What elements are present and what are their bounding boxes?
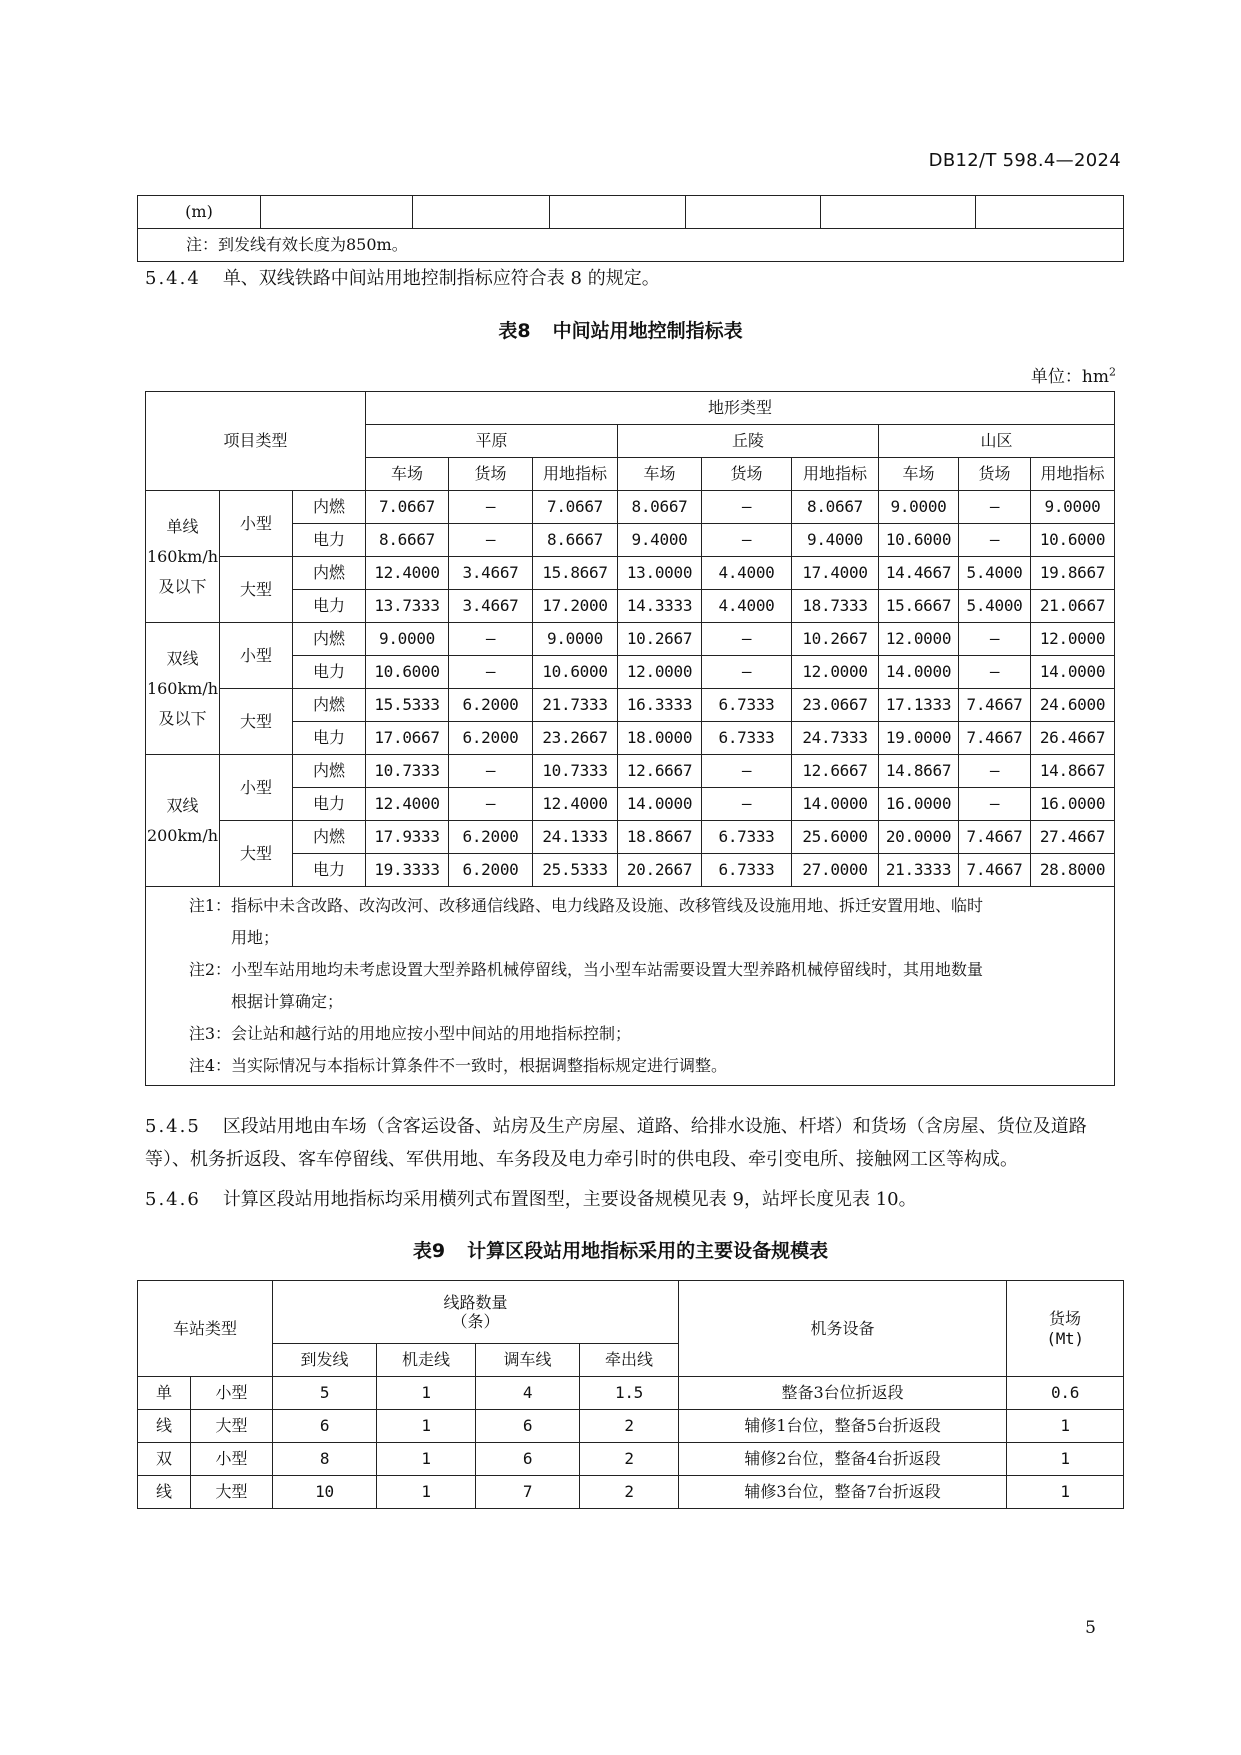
- value-cell: 14.0000: [792, 788, 879, 821]
- value-cell: —: [702, 755, 792, 788]
- value-cell: 17.9333: [366, 821, 449, 854]
- note-label: 注3：: [188, 1024, 231, 1043]
- value-cell: 24.7333: [792, 722, 879, 755]
- value-cell: 27.4667: [1031, 821, 1115, 854]
- value-cell: 14.3333: [618, 590, 702, 623]
- column-header: 用地指标: [792, 458, 879, 491]
- line-type-cell: 线: [138, 1476, 191, 1509]
- value-cell: 18.7333: [792, 590, 879, 623]
- value-cell: 10.6000: [366, 656, 449, 689]
- value-cell: 12.0000: [792, 656, 879, 689]
- value-cell: 19.0000: [879, 722, 959, 755]
- loco-cell: 整备3台位折返段: [679, 1377, 1007, 1410]
- traction-cell: 内燃: [293, 491, 366, 524]
- value-cell: 7.4667: [959, 722, 1031, 755]
- unit-label: 单位：$hm^2$: [1030, 365, 1116, 387]
- value-cell: 7.4667: [959, 821, 1031, 854]
- column-header: 车场: [618, 458, 702, 491]
- station-size-cell: 小型: [220, 623, 293, 689]
- value-cell: 7.4667: [959, 689, 1031, 722]
- value-cell: —: [449, 656, 533, 689]
- value-cell: 8.0667: [618, 491, 702, 524]
- value-cell: 14.4667: [879, 557, 959, 590]
- value-cell: 14.0000: [1031, 656, 1115, 689]
- traction-cell: 电力: [293, 854, 366, 887]
- table-number: 表9: [412, 1240, 446, 1262]
- clause-number: 5.4.5: [145, 1116, 201, 1137]
- line-type-cell: [146, 623, 220, 755]
- value-cell: 6.2000: [449, 821, 533, 854]
- value-cell: 4: [476, 1377, 580, 1410]
- note-label: [146, 986, 231, 1018]
- line-type-cell: 双: [138, 1443, 191, 1476]
- mountain-header: 山区: [879, 425, 1115, 458]
- value-cell: 1: [377, 1377, 476, 1410]
- traction-cell: 电力: [293, 722, 366, 755]
- value-cell: 12.6667: [618, 755, 702, 788]
- unit-cell: (m): [138, 196, 261, 229]
- value-cell: 16.0000: [1031, 788, 1115, 821]
- value-cell: 17.2000: [533, 590, 618, 623]
- value-cell: 23.2667: [533, 722, 618, 755]
- traction-cell: 电力: [293, 590, 366, 623]
- value-cell: 8.6667: [366, 524, 449, 557]
- value-cell: 9.0000: [879, 491, 959, 524]
- loco-cell: 辅修2台位，整备4台折返段: [679, 1443, 1007, 1476]
- value-cell: 8: [273, 1443, 377, 1476]
- note-line: [146, 954, 1106, 986]
- value-cell: —: [449, 755, 533, 788]
- table-caption: 计算区段站用地指标采用的主要设备规模表: [467, 1240, 829, 1262]
- value-cell: —: [959, 623, 1031, 656]
- value-cell: 27.0000: [792, 854, 879, 887]
- value-cell: 2: [580, 1443, 679, 1476]
- terrain-header: 地形类型: [366, 392, 1115, 425]
- value-cell: 6: [476, 1443, 580, 1476]
- traction-cell: 内燃: [293, 821, 366, 854]
- value-cell: 17.1333: [879, 689, 959, 722]
- value-cell: 1: [377, 1443, 476, 1476]
- table-row: [146, 557, 1115, 590]
- note-label: 注2：: [188, 960, 231, 979]
- traction-cell: 内燃: [293, 623, 366, 656]
- value-cell: 21.3333: [879, 854, 959, 887]
- previous-table-tail: [137, 195, 1124, 262]
- freight-cell: 1: [1007, 1443, 1124, 1476]
- note-text: 小型车站用地均未考虑设置大型养路机械停留线，当小型车站需要设置大型养路机械停留线时，其用地数量: [231, 960, 984, 979]
- value-cell: 20.0000: [879, 821, 959, 854]
- value-cell: 6: [273, 1410, 377, 1443]
- line-type-cell: 线: [138, 1410, 191, 1443]
- value-cell: 25.6000: [792, 821, 879, 854]
- line-type-text: 双线: [166, 795, 199, 815]
- value-cell: 17.4000: [792, 557, 879, 590]
- note-text: 根据计算确定；: [231, 992, 344, 1011]
- value-cell: 12.0000: [1031, 623, 1115, 656]
- value-cell: 24.1333: [533, 821, 618, 854]
- page-number: 5: [1085, 1618, 1096, 1638]
- value-cell: 12.4000: [366, 788, 449, 821]
- table-row: [146, 491, 1115, 524]
- line-type-text: 及以下: [158, 708, 207, 728]
- value-cell: 5.4000: [959, 590, 1031, 623]
- line-type-cell: [146, 755, 220, 887]
- value-cell: 21.0667: [1031, 590, 1115, 623]
- station-size-cell: 大型: [220, 689, 293, 755]
- value-cell: 6.7333: [702, 854, 792, 887]
- column-header: 车场: [366, 458, 449, 491]
- value-cell: 18.8667: [618, 821, 702, 854]
- value-cell: 28.8000: [1031, 854, 1115, 887]
- value-cell: 5: [273, 1377, 377, 1410]
- column-header: 机走线: [377, 1344, 476, 1377]
- note-line: [146, 890, 1106, 922]
- table-row: [138, 1377, 1124, 1410]
- value-cell: 6.2000: [449, 854, 533, 887]
- column-header: 调车线: [476, 1344, 580, 1377]
- clause-5-4-6: [145, 1183, 917, 1216]
- freight-header: 货场 (Mt): [1007, 1281, 1124, 1377]
- line-type-text: 双线: [166, 648, 199, 668]
- table-row: [146, 623, 1115, 656]
- line-type-text: 160km/h: [146, 546, 219, 566]
- value-cell: 6.7333: [702, 722, 792, 755]
- station-size-cell: 小型: [220, 491, 293, 557]
- document-code: DB12/T 598.4—2024: [928, 150, 1121, 171]
- value-cell: —: [449, 524, 533, 557]
- value-cell: 8.0667: [792, 491, 879, 524]
- value-cell: 15.8667: [533, 557, 618, 590]
- value-cell: 14.0000: [879, 656, 959, 689]
- line-type-text: 200km/h: [146, 825, 219, 845]
- value-cell: 9.4000: [792, 524, 879, 557]
- value-cell: 12.4000: [533, 788, 618, 821]
- traction-cell: 电力: [293, 524, 366, 557]
- value-cell: 17.0667: [366, 722, 449, 755]
- station-size-cell: 小型: [220, 755, 293, 821]
- table-row: [138, 1410, 1124, 1443]
- value-cell: 21.7333: [533, 689, 618, 722]
- value-cell: 1.5: [580, 1377, 679, 1410]
- value-cell: 16.3333: [618, 689, 702, 722]
- line-count-header: 线路数量 （条）: [273, 1281, 679, 1344]
- freight-cell: 1: [1007, 1476, 1124, 1509]
- value-cell: —: [702, 491, 792, 524]
- value-cell: 24.6000: [1031, 689, 1115, 722]
- value-cell: 7.0667: [366, 491, 449, 524]
- value-cell: 12.0000: [879, 623, 959, 656]
- value-cell: 13.7333: [366, 590, 449, 623]
- clause-text: 区段站用地由车场（含客运设备、站房及生产房屋、道路、给排水设施、杆塔）和货场（含房屋、货位及道路等）、机务折返段、客车停留线、军供用地、车务段及电力牵引时的供电段、牵引变电所、接触网工区等构成。: [145, 1116, 1087, 1170]
- value-cell: 15.5333: [366, 689, 449, 722]
- traction-cell: 内燃: [293, 755, 366, 788]
- line-type-cell: [146, 491, 220, 623]
- value-cell: 9.0000: [1031, 491, 1115, 524]
- value-cell: 10.6000: [1031, 524, 1115, 557]
- value-cell: 10.7333: [366, 755, 449, 788]
- value-cell: 15.6667: [879, 590, 959, 623]
- station-size-cell: 大型: [191, 1410, 273, 1443]
- value-cell: 4.4000: [702, 557, 792, 590]
- value-cell: 10.2667: [618, 623, 702, 656]
- freight-cell: 1: [1007, 1410, 1124, 1443]
- loco-cell: 辅修3台位，整备7台折返段: [679, 1476, 1007, 1509]
- note-text: 当实际情况与本指标计算条件不一致时，根据调整指标规定进行调整。: [231, 1056, 728, 1075]
- value-cell: 14.8667: [1031, 755, 1115, 788]
- value-cell: —: [959, 755, 1031, 788]
- value-cell: —: [702, 656, 792, 689]
- table8: [145, 391, 1115, 1086]
- value-cell: 3.4667: [449, 590, 533, 623]
- note-label: [146, 922, 231, 954]
- column-header: 货场: [449, 458, 533, 491]
- station-size-cell: 小型: [191, 1443, 273, 1476]
- traction-cell: 电力: [293, 656, 366, 689]
- value-cell: 6.7333: [702, 821, 792, 854]
- clause-5-4-4: [145, 262, 660, 295]
- value-cell: —: [959, 524, 1031, 557]
- table-row: [146, 755, 1115, 788]
- note-label: 注4：: [188, 1056, 231, 1075]
- value-cell: 12.0000: [618, 656, 702, 689]
- hill-header: 丘陵: [618, 425, 879, 458]
- value-cell: 10.7333: [533, 755, 618, 788]
- value-cell: 1: [377, 1410, 476, 1443]
- value-cell: —: [959, 788, 1031, 821]
- value-cell: 10.6000: [533, 656, 618, 689]
- column-header: 到发线: [273, 1344, 377, 1377]
- value-cell: 10: [273, 1476, 377, 1509]
- table-caption: 中间站用地控制指标表: [552, 320, 743, 342]
- value-cell: 7: [476, 1476, 580, 1509]
- table-row: [138, 1476, 1124, 1509]
- value-cell: 7.4667: [959, 854, 1031, 887]
- value-cell: 9.0000: [366, 623, 449, 656]
- plain-header: 平原: [366, 425, 618, 458]
- value-cell: —: [702, 623, 792, 656]
- value-cell: 6.7333: [702, 689, 792, 722]
- column-header: 牵出线: [580, 1344, 679, 1377]
- freight-cell: 0.6: [1007, 1377, 1124, 1410]
- value-cell: —: [959, 491, 1031, 524]
- value-cell: 23.0667: [792, 689, 879, 722]
- table-row: [138, 1443, 1124, 1476]
- line-type-text: 及以下: [158, 576, 207, 596]
- value-cell: —: [959, 656, 1031, 689]
- value-cell: 14.0000: [618, 788, 702, 821]
- value-cell: 25.5333: [533, 854, 618, 887]
- traction-cell: 电力: [293, 788, 366, 821]
- note-label: 注1：: [188, 896, 231, 915]
- value-cell: 6.2000: [449, 722, 533, 755]
- station-size-cell: 大型: [220, 821, 293, 887]
- loco-cell: 辅修1台位，整备5台折返段: [679, 1410, 1007, 1443]
- clause-text: 单、双线铁路中间站用地控制指标应符合表 8 的规定。: [222, 268, 660, 289]
- station-size-cell: 小型: [191, 1377, 273, 1410]
- note-line: [146, 922, 1106, 954]
- value-cell: 7.0667: [533, 491, 618, 524]
- note-text: 会让站和越行站的用地应按小型中间站的用地指标控制；: [231, 1024, 632, 1043]
- value-cell: 2: [580, 1476, 679, 1509]
- table8-title: [0, 316, 1241, 343]
- column-header: 用地指标: [533, 458, 618, 491]
- traction-cell: 内燃: [293, 557, 366, 590]
- value-cell: 10.6000: [879, 524, 959, 557]
- value-cell: 12.4000: [366, 557, 449, 590]
- value-cell: 9.4000: [618, 524, 702, 557]
- clause-5-4-5: [145, 1110, 1120, 1176]
- value-cell: 13.0000: [618, 557, 702, 590]
- loco-header: 机务设备: [679, 1281, 1007, 1377]
- station-size-cell: 大型: [220, 557, 293, 623]
- value-cell: 2: [580, 1410, 679, 1443]
- column-header: 车场: [879, 458, 959, 491]
- note-line: [146, 1050, 1106, 1082]
- line-type-text: 160km/h: [146, 678, 219, 698]
- table-note: 注：到发线有效长度为850m。: [138, 229, 1124, 262]
- value-cell: 6.2000: [449, 689, 533, 722]
- column-header: 货场: [702, 458, 792, 491]
- table-row: [146, 689, 1115, 722]
- value-cell: —: [449, 788, 533, 821]
- value-cell: 4.4000: [702, 590, 792, 623]
- value-cell: 19.3333: [366, 854, 449, 887]
- value-cell: 20.2667: [618, 854, 702, 887]
- note-text: 指标中未含改路、改沟改河、改移通信线路、电力线路及设施、改移管线及设施用地、拆迁安置用地、临时: [231, 896, 984, 915]
- value-cell: 8.6667: [533, 524, 618, 557]
- line-type-text: 单线: [166, 516, 199, 536]
- value-cell: 12.6667: [792, 755, 879, 788]
- note-line: [146, 986, 1106, 1018]
- item-type-header: 项目类型: [146, 392, 366, 491]
- line-type-cell: 单: [138, 1377, 191, 1410]
- value-cell: 14.8667: [879, 755, 959, 788]
- value-cell: —: [702, 788, 792, 821]
- clause-number: 5.4.6: [145, 1189, 201, 1210]
- value-cell: 5.4000: [959, 557, 1031, 590]
- note-text: 用地；: [231, 928, 280, 947]
- value-cell: 1: [377, 1476, 476, 1509]
- value-cell: 19.8667: [1031, 557, 1115, 590]
- clause-text: 计算区段站用地指标均采用横列式布置图型，主要设备规模见表 9，站坪长度见表 10。: [222, 1189, 917, 1210]
- value-cell: 16.0000: [879, 788, 959, 821]
- table-number: 表8: [498, 320, 531, 342]
- note-line: [146, 1018, 1106, 1050]
- column-header: 货场: [959, 458, 1031, 491]
- value-cell: 9.0000: [533, 623, 618, 656]
- value-cell: —: [449, 623, 533, 656]
- column-header: 用地指标: [1031, 458, 1115, 491]
- value-cell: —: [702, 524, 792, 557]
- value-cell: 6: [476, 1410, 580, 1443]
- table9: [137, 1280, 1124, 1509]
- value-cell: 10.2667: [792, 623, 879, 656]
- station-size-cell: 大型: [191, 1476, 273, 1509]
- traction-cell: 内燃: [293, 689, 366, 722]
- value-cell: 3.4667: [449, 557, 533, 590]
- value-cell: 26.4667: [1031, 722, 1115, 755]
- value-cell: 18.0000: [618, 722, 702, 755]
- table-row: [146, 821, 1115, 854]
- table8-notes: [146, 887, 1115, 1086]
- table9-title: [0, 1236, 1241, 1263]
- value-cell: —: [449, 491, 533, 524]
- clause-number: 5.4.4: [145, 268, 201, 289]
- station-type-header: 车站类型: [138, 1281, 273, 1377]
